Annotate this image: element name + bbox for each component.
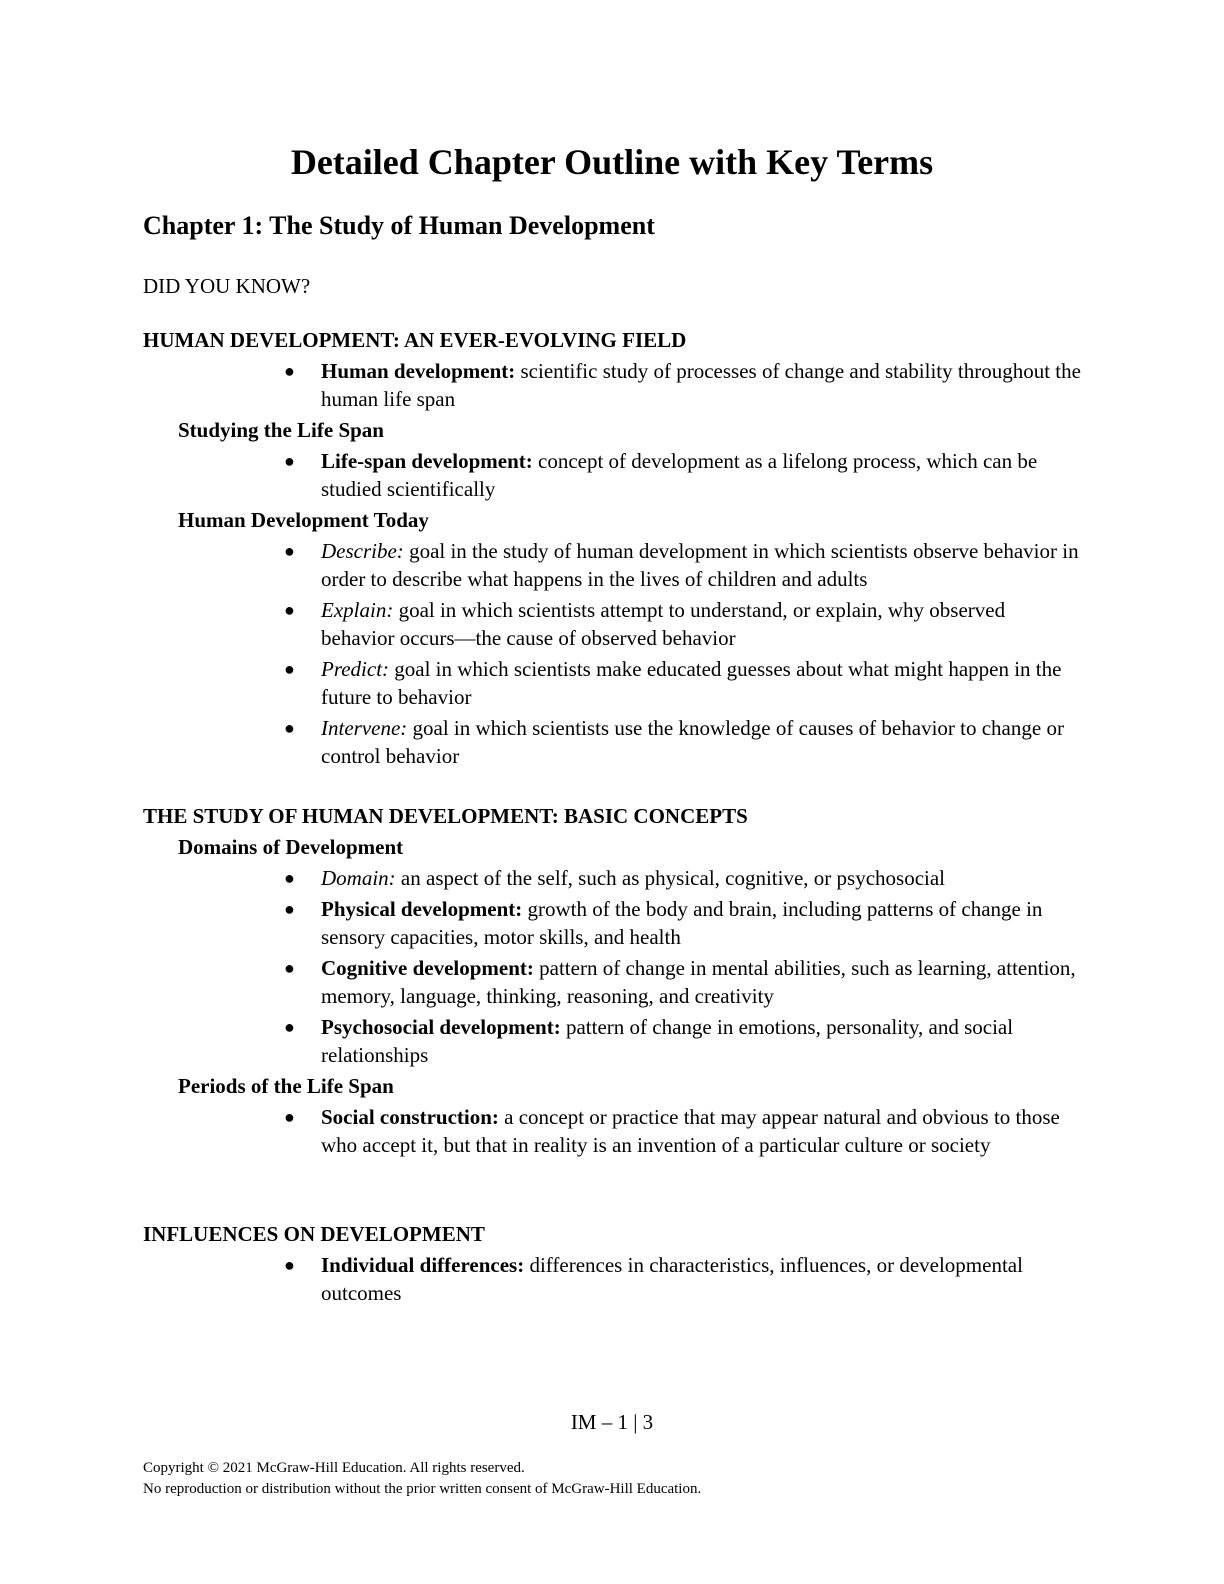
key-term: Life-span development: [321, 449, 533, 473]
bullet-list [143, 1103, 1083, 1159]
term-definition: goal in the study of human development in which scientists observe behavior in order to describe what happens in the lives of children and adults [321, 539, 1079, 591]
term-definition: an aspect of the self, such as physical, cognitive, or psychosocial [395, 866, 946, 890]
chapter-title: Chapter 1: The Study of Human Development [143, 211, 655, 240]
list-item [143, 895, 1083, 951]
bullet-dot-icon: ● [284, 1017, 295, 1037]
list-item [143, 714, 1083, 770]
key-term: Social construction: [321, 1105, 499, 1129]
section-heading: INFLUENCES ON DEVELOPMENT [143, 1222, 485, 1246]
page-number: IM – 1 | 3 [570, 1410, 654, 1434]
term-definition: differences in characteristics, influences, or developmental outcomes [321, 1253, 1023, 1305]
section-heading: HUMAN DEVELOPMENT: AN EVER-EVOLVING FIELD [143, 328, 687, 352]
list-item [143, 655, 1083, 711]
bullet-list [143, 864, 1083, 1069]
key-term: Intervene: [321, 716, 408, 740]
bullet-dot-icon: ● [284, 361, 295, 381]
term-definition: goal in which scientists attempt to understand, or explain, why observed behavior occurs—the cause of observed behavior [321, 598, 1006, 650]
bullet-dot-icon: ● [284, 1107, 295, 1127]
term-definition: pattern of change in mental abilities, such as learning, attention, memory, language, thinking, reasoning, and creativity [321, 956, 1076, 1008]
section-human-development-field [143, 326, 1083, 770]
term-definition: goal in which scientists use the knowledge of causes of behavior to change or control behavior [321, 716, 1064, 768]
list-item [143, 596, 1083, 652]
key-term: Cognitive development: [321, 956, 534, 980]
list-item [143, 447, 1083, 503]
bullet-dot-icon: ● [284, 659, 295, 679]
subsection-heading: Domains of Development [178, 835, 404, 859]
bullet-list [143, 357, 1083, 413]
term-definition: goal in which scientists make educated guesses about what might happen in the future to behavior [321, 657, 1062, 709]
reproduction-notice: No reproduction or distribution without the prior written consent of McGraw-Hill Education. [143, 1481, 702, 1497]
term-definition: a concept or practice that may appear natural and obvious to those who accept it, but that in reality is an invention of a particular culture or society [321, 1105, 1060, 1157]
term-definition: concept of development as a lifelong process, which can be studied scientifically [321, 449, 1038, 501]
key-term: Physical development: [321, 897, 523, 921]
term-definition: growth of the body and brain, including patterns of change in sensory capacities, motor skills, and health [321, 897, 1043, 949]
bullet-list [143, 447, 1083, 503]
list-item [143, 864, 1083, 892]
section-influences [143, 1220, 1083, 1307]
list-item [143, 1103, 1083, 1159]
term-definition: pattern of change in emotions, personality, and social relationships [321, 1015, 1014, 1067]
key-term: Describe: [321, 539, 404, 563]
key-term: Predict: [321, 657, 390, 681]
subsection-heading: Human Development Today [178, 508, 429, 532]
list-item [143, 1251, 1083, 1307]
key-term: Explain: [321, 598, 394, 622]
term-definition: scientific study of processes of change and stability throughout the human life span [321, 359, 1081, 411]
copyright-line: Copyright © 2021 McGraw-Hill Education. All rights reserved. [143, 1460, 525, 1476]
key-term: Domain: [321, 866, 396, 890]
bullet-dot-icon: ● [284, 958, 295, 978]
list-item [143, 537, 1083, 593]
bullet-dot-icon: ● [284, 899, 295, 919]
bullet-dot-icon: ● [284, 451, 295, 471]
bullet-dot-icon: ● [284, 541, 295, 561]
key-term: Human development: [321, 359, 516, 383]
bullet-dot-icon: ● [284, 600, 295, 620]
did-you-know-heading: DID YOU KNOW? [143, 274, 311, 298]
key-term: Psychosocial development: [321, 1015, 561, 1039]
subsection-heading: Studying the Life Span [178, 418, 384, 442]
subsection-heading: Periods of the Life Span [178, 1074, 394, 1098]
list-item [143, 357, 1083, 413]
bullet-dot-icon: ● [284, 1255, 295, 1275]
copyright-notice [143, 1458, 701, 1500]
section-basic-concepts [143, 802, 1083, 1159]
section-heading: THE STUDY OF HUMAN DEVELOPMENT: BASIC CONCEPTS [143, 804, 748, 828]
list-item [143, 954, 1083, 1010]
list-item [143, 1013, 1083, 1069]
document-title: Detailed Chapter Outline with Key Terms [290, 142, 934, 182]
key-term: Individual differences: [321, 1253, 525, 1277]
bullet-list [143, 1251, 1083, 1307]
bullet-list [143, 537, 1083, 770]
bullet-dot-icon: ● [284, 718, 295, 738]
bullet-dot-icon: ● [284, 868, 295, 888]
